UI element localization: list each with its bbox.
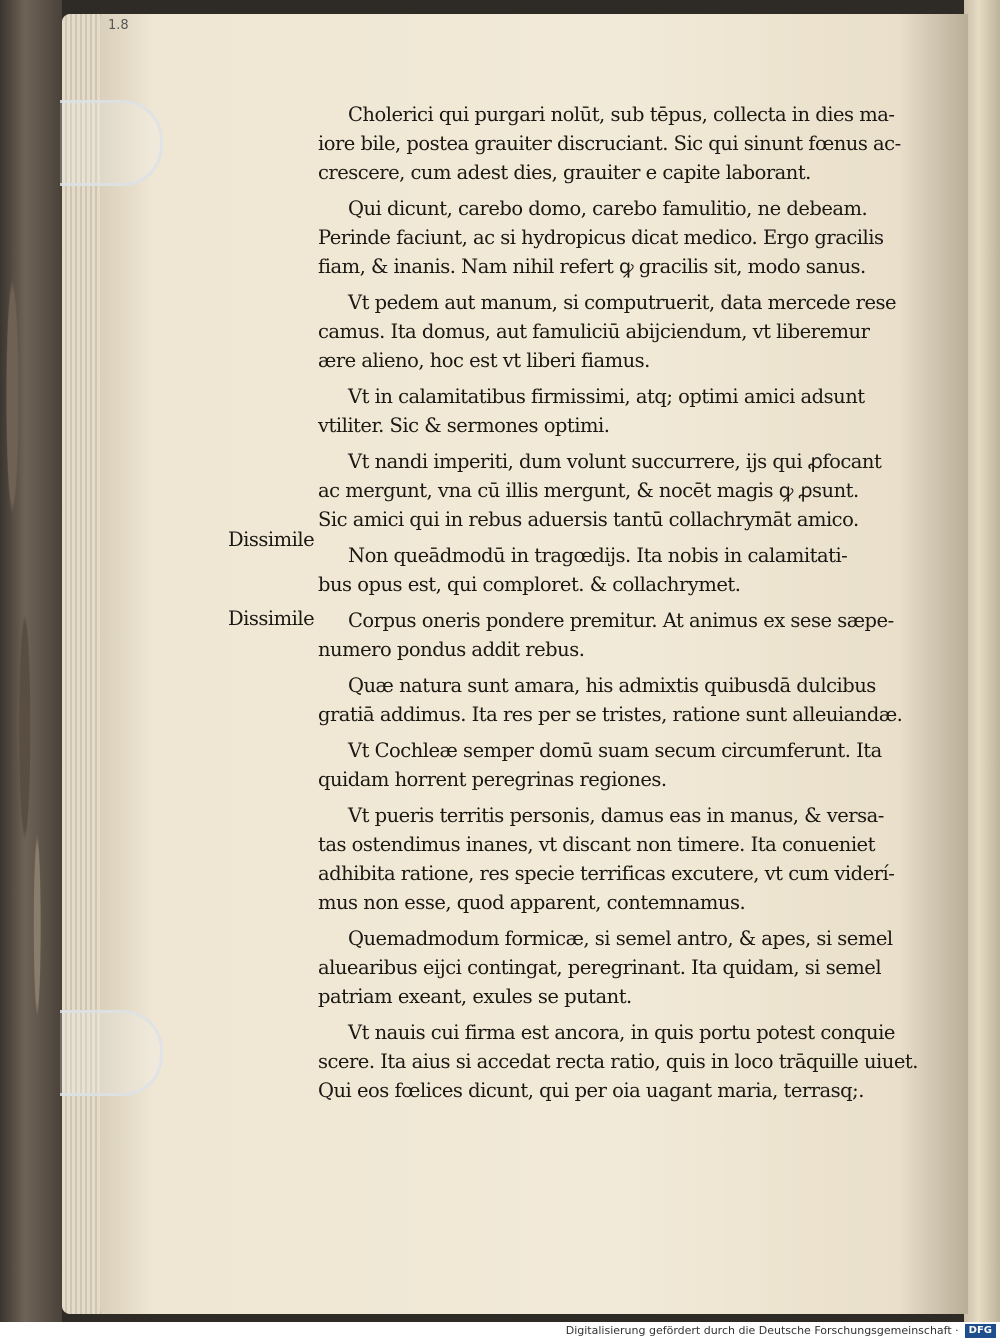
text-line: crescere, cum adest dies, grauiter e capite laborant. [318,161,811,184]
page-clip-bottom [60,1010,163,1096]
text-line: Perinde faciunt, ac si hydropicus dicat medico. Ergo gracilis [318,226,884,249]
text-line: tas ostendimus inanes, vt discant non timere. Ita conueniet [318,833,875,856]
book-cover-left [0,0,62,1322]
text-line: mus non esse, quod apparent, contemnamus. [318,891,746,914]
text-line: patriam exeant, exules se putant. [318,985,632,1008]
text-line: fiam, & inanis. Nam nihil refert ꝙ gracilis sit, modo sanus. [318,255,866,278]
paragraph [318,541,918,599]
page-clip-top [60,100,163,186]
text-line: Vt nandi imperiti, dum volunt succurrere, ijs qui ꝓfocant [348,450,882,473]
text-line: gratiā addimus. Ita res per se tristes, ratione sunt alleuiandæ. [318,703,903,726]
paragraph [318,288,918,375]
text-line: Vt pedem aut manum, si computruerit, data mercede rese [348,291,897,314]
text-line: adhibita ratione, res specie terrificas excutere, vt cum viderí- [318,862,895,885]
text-line: Qui eos fœlices dicunt, qui per oia uagant maria, terrasq;. [318,1079,864,1102]
text-line: Corpus oneris pondere premitur. At animus ex sese sæpe- [348,609,894,632]
paragraph [318,447,918,534]
text-line: Non queādmodū in tragœdijs. Ita nobis in calamitati- [348,544,848,567]
dfg-logo: DFG [965,1324,996,1338]
page-corner-mark: 1.8 [108,18,129,33]
paragraph [318,100,918,187]
footer-credit: Digitalisierung gefördert durch die Deutsche Forschungsgemeinschaft · [565,1324,959,1337]
facing-page-edge [964,0,1000,1322]
text-line: Quæ natura sunt amara, his admixtis quibusdā dulcibus [348,674,876,697]
text-block [318,100,918,1112]
text-line: Vt nauis cui firma est ancora, in quis portu potest conquie [348,1021,895,1044]
text-line: iore bile, postea grauiter discruciant. Sic qui sinunt fœnus ac- [318,132,901,155]
text-line: Cholerici qui purgari nolūt, sub tēpus, collecta in dies ma- [348,103,895,126]
paragraph [318,801,918,917]
text-line: scere. Ita aius si accedat recta ratio, quis in loco trāquille uiuet. [318,1050,918,1073]
text-line: numero pondus addit rebus. [318,638,585,661]
paragraph [318,924,918,1011]
digitization-footer [0,1322,1000,1340]
marginal-note: Dissimile [228,528,315,551]
paragraph [318,606,918,664]
text-line: camus. Ita domus, aut famuliciū abijciendum, vt liberemur [318,320,870,343]
marginal-note: Dissimile [228,607,315,630]
paragraph [318,736,918,794]
paragraph [318,671,918,729]
text-line: Vt in calamitatibus firmissimi, atq; optimi amici adsunt [348,385,865,408]
text-line: quidam horrent peregrinas regiones. [318,768,667,791]
text-line: Qui dicunt, carebo domo, carebo famulitio, ne debeam. [348,197,868,220]
text-line: bus opus est, qui comploret. & collachrymet. [318,573,741,596]
paragraph [318,1018,918,1105]
text-line: ac mergunt, vna cū illis mergunt, & nocēt magis ꝙ ꝓsunt. [318,479,859,502]
paragraph [318,382,918,440]
paragraph [318,194,918,281]
text-line: ære alieno, hoc est vt liberi fiamus. [318,349,650,372]
text-line: Sic amici qui in rebus aduersis tantū collachrymāt amico. [318,508,859,531]
text-line: aluearibus eijci contingat, peregrinant. Ita quidam, si semel [318,956,882,979]
text-line: Quemadmodum formicæ, si semel antro, & apes, si semel [348,927,893,950]
text-line: vtiliter. Sic & sermones optimi. [318,414,610,437]
text-line: Vt Cochleæ semper domū suam secum circumferunt. Ita [348,739,882,762]
text-line: Vt pueris territis personis, damus eas in manus, & versa- [348,804,884,827]
